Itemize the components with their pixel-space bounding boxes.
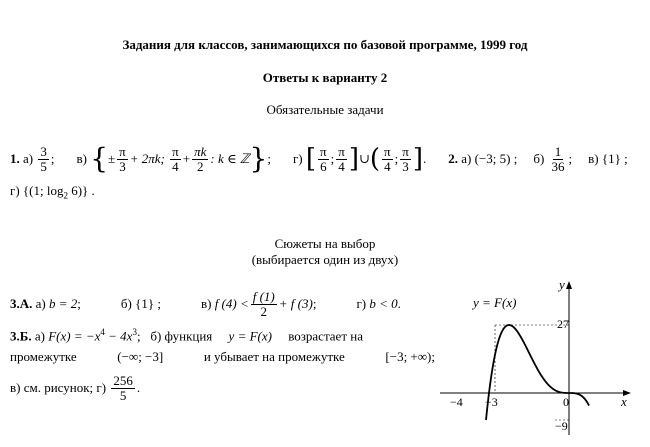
- item-label: а): [23, 151, 34, 166]
- function-curve: [486, 325, 589, 420]
- item-label: а): [461, 151, 472, 166]
- document-subtitle: Ответы к варианту 2: [262, 70, 388, 85]
- tick-label: 0: [563, 395, 569, 409]
- problem-number: 1.: [10, 151, 20, 166]
- fraction: $\frac{256}{5}$: [113, 372, 133, 403]
- x-axis-label: x: [621, 394, 627, 409]
- y-axis-label: y: [559, 277, 565, 292]
- problem-3b-line1: 3.Б. а) $F(x) = -x^4 - 4x^3$; б) функция y = F(x) возрастает на: [10, 327, 363, 344]
- fraction: $\frac{\pi k}{2}$: [194, 143, 207, 174]
- tick-label: −9: [555, 419, 568, 433]
- problem-number: 3.А.: [10, 296, 33, 311]
- graph-label: y = F(x): [473, 295, 517, 310]
- fraction: $\frac{\pi}{4}$: [384, 143, 391, 174]
- section-choice-note: (выбирается один из двух): [251, 252, 399, 267]
- problem-3b-line3: в) см. рисунок; г) $\frac{256}{5}$ .: [10, 372, 141, 403]
- fraction: $\frac{\pi}{4}$: [338, 143, 345, 174]
- right-brace: }: [249, 142, 268, 175]
- section-choice-heading: Сюжеты на выбор: [274, 236, 376, 251]
- item-label: в): [588, 151, 599, 166]
- left-brace: {: [90, 142, 109, 175]
- document-title: Задания для классов, занимающихся по базовой программе, 1999 год: [122, 37, 528, 52]
- fraction: $\frac{\pi}{4}$: [172, 143, 179, 174]
- function-graph: [435, 275, 640, 445]
- tick-label: −3: [485, 395, 498, 409]
- tick-label: 27: [557, 317, 569, 331]
- y-axis-arrow: [566, 281, 572, 289]
- problem-3b-line2: промежутке (−∞; −3] и убывает на промежутке [−3; +∞);: [10, 349, 435, 364]
- problem-number: 3.Б.: [10, 328, 32, 344]
- fraction: $\frac{1}{36}$: [551, 143, 565, 174]
- fraction: $\frac{\pi}{3}$: [402, 143, 409, 174]
- fraction: $\frac{3}{5}$: [40, 143, 47, 174]
- problem-number: 2.: [448, 151, 458, 166]
- item-label: б): [533, 151, 545, 166]
- section-required-heading: Обязательные задачи: [266, 102, 384, 117]
- problem-2-g: г) {(1; $\log_2 6$)} .: [10, 183, 95, 201]
- item-label: г): [292, 151, 303, 166]
- problem-1-answers: 1. а) $\frac{3}{5}$ ; в) { ± $\frac{\pi}{3}$ + 2πk; $\frac{\pi}{4}$ + $\frac{\pi k}{2}$ : k ∈ ℤ } ; г) [ $\frac{\pi}{6}$ ; $\frac{\pi}{4}$ ] ∪ ( $\frac{\pi}{4}$ ; $\frac{\pi}{3}$ ] . 2. а) (−3; 5) ; б) $\frac{1}{36}$ ; в) {1} ;: [10, 142, 628, 175]
- union-symbol: ∪: [358, 151, 370, 166]
- fraction: $\frac{f (1)}{2}$: [252, 288, 275, 319]
- fraction: $\frac{\pi}{6}$: [320, 143, 327, 174]
- fraction: $\frac{\pi}{3}$: [119, 143, 126, 174]
- problem-3a-answers: 3.А. а) b = 2 ; б) {1} ; в) f (4) < $\frac{f (1)}{2}$ + f (3) ; г) b < 0 .: [10, 288, 401, 319]
- item-label: в): [76, 151, 87, 166]
- tick-label: −4: [450, 395, 463, 409]
- separator: ;: [50, 151, 55, 166]
